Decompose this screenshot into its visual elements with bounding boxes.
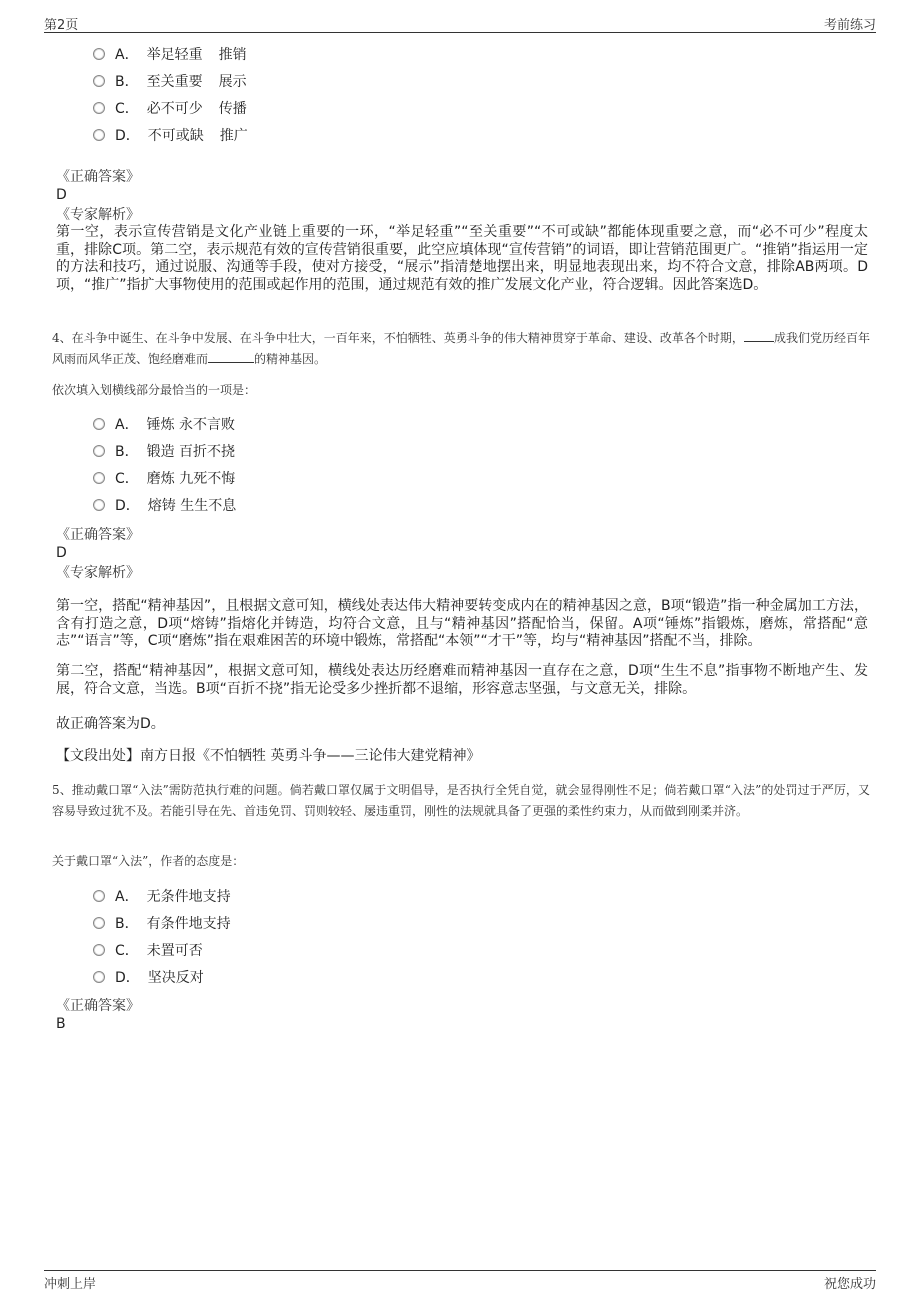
q4-source: 【文段出处】南方日报《不怕牺牲 英勇斗争——三论伟大建党精神》 xyxy=(56,748,481,764)
q5-stem: 5、推动戴口罩“入法”需防范执行难的问题。倘若戴口罩仅属于文明倡导，是否执行全凭自觉，就会显得刚性不足；倘若戴口罩“入法”的处罚过于严厉，又容易导致过犹不及。若能引导在先、首违免罚、罚则较轻、屡违重罚，刚性的法规就具备了更强的柔性约束力，从而做到刚柔并济。 xyxy=(52,783,870,818)
blank-2 xyxy=(208,350,254,363)
radio-icon[interactable] xyxy=(93,472,105,484)
q4-stem: 4、在斗争中诞生、在斗争中发展、在斗争中壮大，一百年来，不怕牺牲、英勇斗争的伟大精神贯穿于革命、建设、改革各个时期， 成我们党历经百年风雨而风华正茂、饱经磨难而 的精神基因。 xyxy=(52,331,870,366)
q5-option-a[interactable]: A． 无条件地支持 xyxy=(93,887,231,907)
q5-answer-label: 《正确答案》 xyxy=(56,998,140,1014)
q4-analysis-1: 第一空，搭配“精神基因”，且根据文意可知，横线处表达伟大精神要转变成内在的精神基因之意，B项“锻造”指一种金属加工方法，含有打造之意，D项“熔铸”指熔化并铸造，均符合文意，且与“精神基因”搭配恰当，保留。A项“锤炼”指锻炼，磨炼，常搭配“意志”“语言”等，C项“磨炼”指在艰难困苦的环境中锻炼，常搭配“本领”“才干”等，均与“精神基因”搭配不当，排除。 xyxy=(56,598,868,649)
q3-answer-label: 《正确答案》 xyxy=(56,169,140,185)
q4-prompt: 依次填入划横线部分最恰当的一项是： xyxy=(52,383,257,397)
page-number: 第2页 xyxy=(44,18,79,33)
q4-analysis-2: 第二空，搭配“精神基因”，根据文意可知，横线处表达历经磨难而精神基因一直存在之意，D项“生生不息”指事物不断地产生、发展，符合文意，当选。B项“百折不挠”指无论受多少挫折都不退缩，形容意志坚强，与文意无关，排除。 xyxy=(56,663,868,697)
radio-icon[interactable] xyxy=(93,418,105,430)
q5-prompt: 关于戴口罩“入法”，作者的态度是： xyxy=(52,854,245,868)
q4-option-b[interactable]: B． 锻造 百折不挠 xyxy=(93,442,235,462)
footer-right: 祝您成功 xyxy=(823,1277,876,1292)
q4-option-a[interactable]: A． 锤炼 永不言败 xyxy=(93,415,235,435)
radio-icon[interactable] xyxy=(93,944,105,956)
radio-icon[interactable] xyxy=(93,102,105,114)
q4-option-d[interactable]: D． 熔铸 生生不息 xyxy=(93,496,236,516)
q3-answer: D xyxy=(56,187,67,203)
radio-icon[interactable] xyxy=(93,499,105,511)
radio-icon[interactable] xyxy=(93,48,105,60)
radio-icon[interactable] xyxy=(93,890,105,902)
q5-answer: B xyxy=(56,1016,66,1032)
page-header xyxy=(44,14,876,33)
header-title: 考前练习 xyxy=(823,18,876,33)
page-footer xyxy=(44,1270,876,1291)
q3-option-b[interactable]: B． 至关重要 展示 xyxy=(93,72,247,92)
q3-analysis-label: 《专家解析》 xyxy=(56,207,140,223)
footer-left: 冲刺上岸 xyxy=(44,1277,97,1292)
blank-1 xyxy=(744,329,774,342)
q3-option-c[interactable]: C． 必不可少 传播 xyxy=(93,99,247,119)
q3-option-d[interactable]: D． 不可或缺 推广 xyxy=(93,126,248,146)
q5-option-c[interactable]: C． 未置可否 xyxy=(93,941,203,961)
q3-option-a[interactable]: A． 举足轻重 推销 xyxy=(93,45,247,65)
q5-option-b[interactable]: B． 有条件地支持 xyxy=(93,914,231,934)
radio-icon[interactable] xyxy=(93,971,105,983)
radio-icon[interactable] xyxy=(93,917,105,929)
q4-option-c[interactable]: C． 磨炼 九死不悔 xyxy=(93,469,235,489)
q4-answer: D xyxy=(56,545,67,561)
radio-icon[interactable] xyxy=(93,129,105,141)
q5-option-d[interactable]: D． 坚决反对 xyxy=(93,968,204,988)
q3-analysis: 第一空，表示宣传营销是文化产业链上重要的一环，“举足轻重”“至关重要”“不可或缺”都能体现重要之意，而“必不可少”程度太重，排除C项。第二空，表示规范有效的宣传营销很重要，此空应填体现“宣传营销”的词语，即让营销范围更广。“推销”指运用一定的方法和技巧，通过说服、沟通等手段，使对方接受，“展示”指清楚地摆出来，明显地表现出来，均不符合文意，排除AB两项。D项，“推广”指扩大事物使用的范围或起作用的范围，通过规范有效的推广发展文化产业，符合逻辑。因此答案选D。 xyxy=(56,224,868,293)
q4-analysis-label: 《专家解析》 xyxy=(56,565,140,581)
radio-icon[interactable] xyxy=(93,75,105,87)
radio-icon[interactable] xyxy=(93,445,105,457)
q4-conclusion: 故正确答案为D。 xyxy=(56,716,165,732)
q4-answer-label: 《正确答案》 xyxy=(56,527,140,543)
